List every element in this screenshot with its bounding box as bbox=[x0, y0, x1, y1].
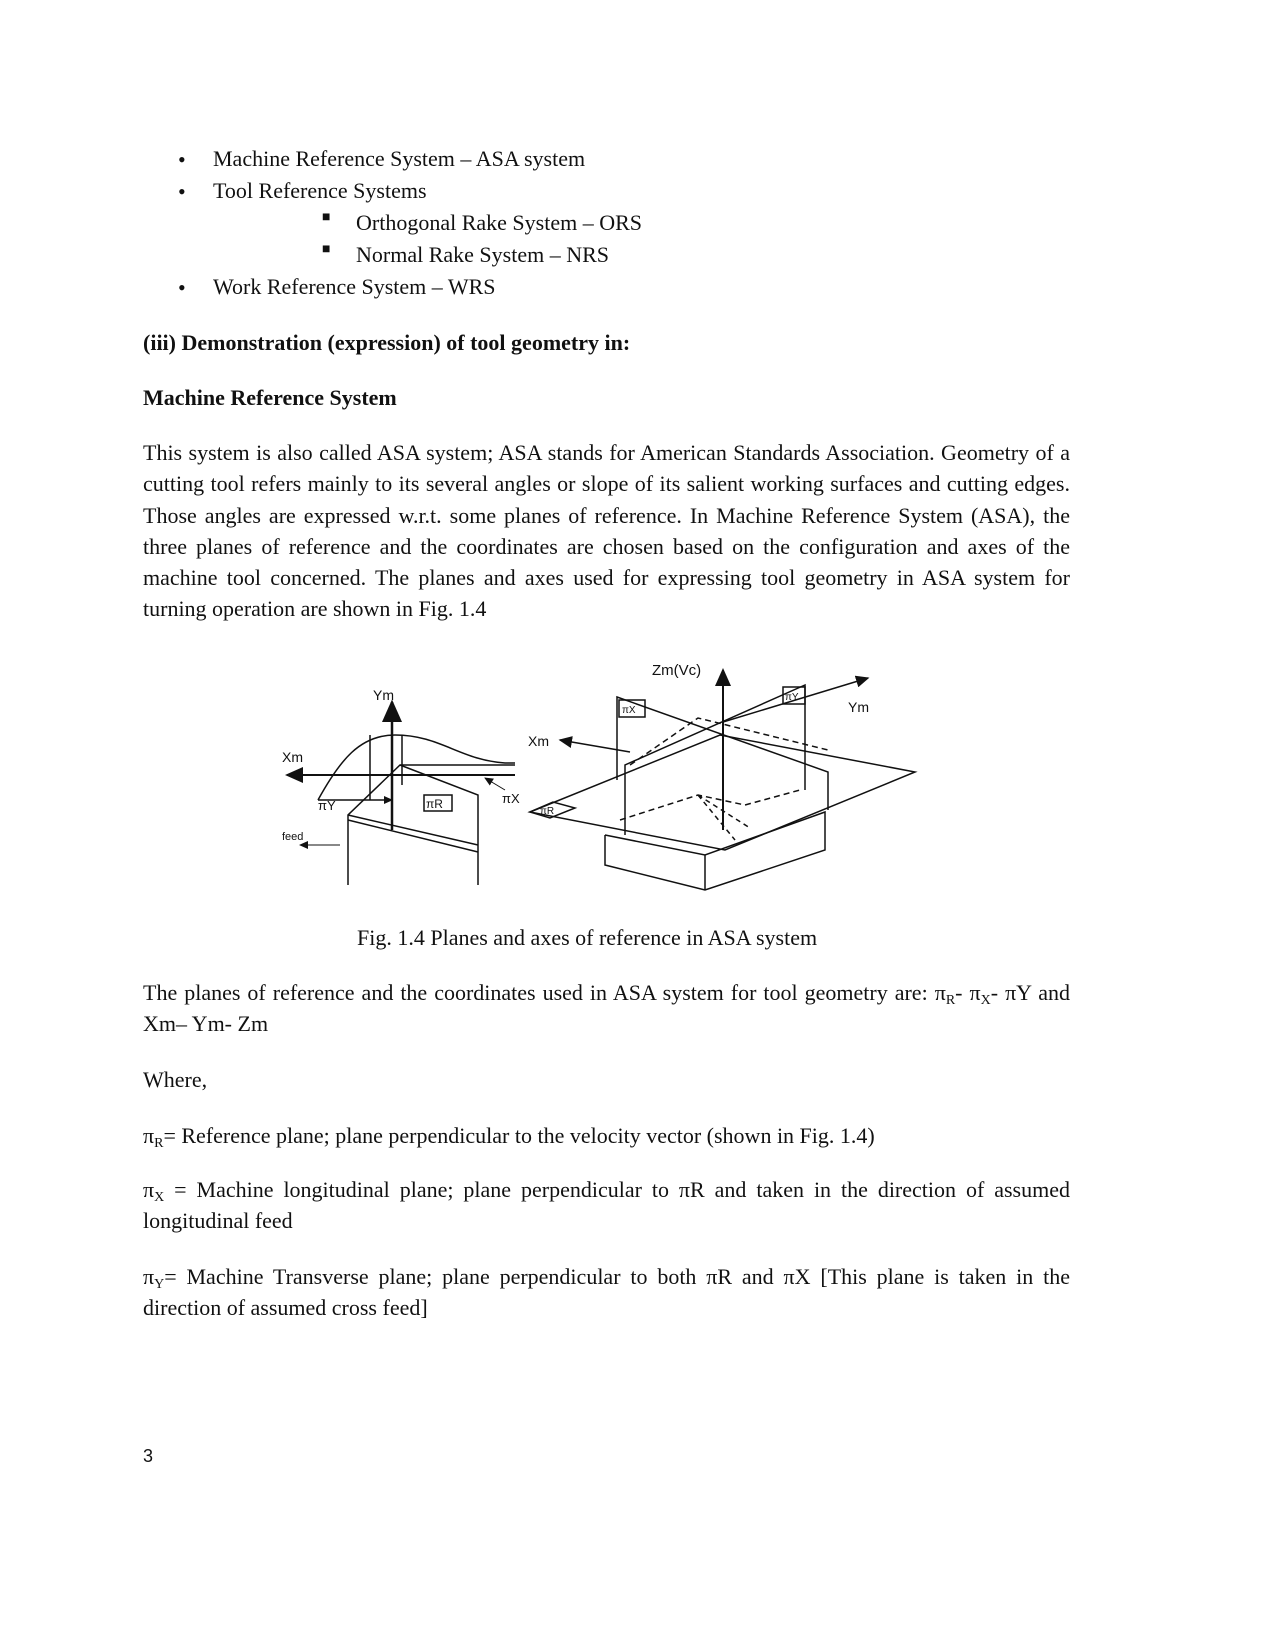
pi-symbol: π bbox=[143, 1264, 155, 1289]
bullet-item: Machine Reference System – ASA system bbox=[213, 146, 586, 171]
page-number: 3 bbox=[143, 1446, 154, 1466]
label-pix-3d: πX bbox=[622, 705, 636, 716]
square-bullet-icon: ■ bbox=[322, 242, 331, 257]
label-xm-3d: Xm bbox=[528, 733, 549, 749]
label-feed: feed bbox=[282, 831, 304, 843]
label-piy: πY bbox=[318, 798, 336, 813]
subscript: R bbox=[154, 1136, 164, 1151]
square-bullet-icon: ■ bbox=[322, 210, 331, 225]
figure-caption: Fig. 1.4 Planes and axes of reference in ASA system bbox=[357, 925, 818, 950]
pi-symbol: π bbox=[143, 1123, 155, 1148]
tool-top-view bbox=[287, 702, 515, 885]
subsection-heading: Machine Reference System bbox=[143, 385, 397, 410]
bullet-item: Work Reference System – WRS bbox=[213, 274, 496, 299]
label-zm-vc: Zm(Vc) bbox=[652, 662, 702, 679]
where-text: Where, bbox=[143, 1067, 208, 1092]
section-heading: (iii) Demonstration (expression) of tool geometry in: bbox=[143, 330, 631, 355]
label-ym: Ym bbox=[373, 687, 394, 703]
label-pir: πR bbox=[426, 797, 443, 811]
label-piy-3d: πY bbox=[785, 692, 799, 703]
bullet-icon: • bbox=[178, 179, 186, 204]
bullet-icon: • bbox=[178, 147, 186, 172]
label-xm: Xm bbox=[282, 749, 303, 765]
definition-text: = Reference plane; plane perpendicular to the velocity vector (shown in Fig. 1.4) bbox=[163, 1123, 875, 1148]
pi-symbol: π bbox=[143, 1177, 155, 1202]
subscript: X bbox=[154, 1190, 165, 1205]
definition-pix bbox=[143, 1174, 1070, 1237]
bullet-icon: • bbox=[178, 275, 186, 300]
definition-text: = Machine Transverse plane; plane perpendicular to both πR and πX [This plane is taken in the direction of assumed cross feed] bbox=[143, 1264, 1070, 1321]
definition-text: = Machine longitudinal plane; plane perpendicular to πR and taken in the direction of assumed longitudinal feed bbox=[143, 1177, 1070, 1234]
planes-text: The planes of reference and the coordinates used in ASA system for tool geometry are: π bbox=[143, 980, 946, 1005]
definition-pir bbox=[143, 1120, 1070, 1151]
label-ym-3d: Ym bbox=[848, 699, 869, 715]
planes-paragraph: The planes of reference and the coordinates used in ASA system for tool geometry are: $\pi_R-$ $\pi_X-$ πY and Xm– Ym- Zm bbox=[143, 980, 1071, 1037]
bullet-item: Tool Reference Systems bbox=[213, 178, 427, 203]
definition-piy bbox=[143, 1261, 1070, 1324]
intro-paragraph: This system is also called ASA system; ASA stands for American Standards Association. Geometry of a cutting tool refers mainly to its several angles or slope of its salient working surfaces and cutting edges. Those angles are expressed w.r.t. some planes of reference. In Machine Reference System (ASA), the three planes of reference and the coordinates are chosen based on the configuration and axes of the machine tool concerned. The planes and axes used for expressing tool geometry in ASA system for turning operation are shown in Fig. 1.4 bbox=[143, 440, 1070, 622]
label-pir-3d: πR bbox=[540, 806, 555, 817]
sub-bullet-item: Orthogonal Rake System – ORS bbox=[356, 210, 642, 235]
sub-bullet-item: Normal Rake System – NRS bbox=[356, 242, 609, 267]
subscript: Y bbox=[154, 1277, 165, 1292]
label-pix: πX bbox=[502, 791, 520, 806]
planes-text-2: πY and Xm– Ym- Zm bbox=[143, 980, 1071, 1037]
asa-figure bbox=[0, 640, 1275, 910]
